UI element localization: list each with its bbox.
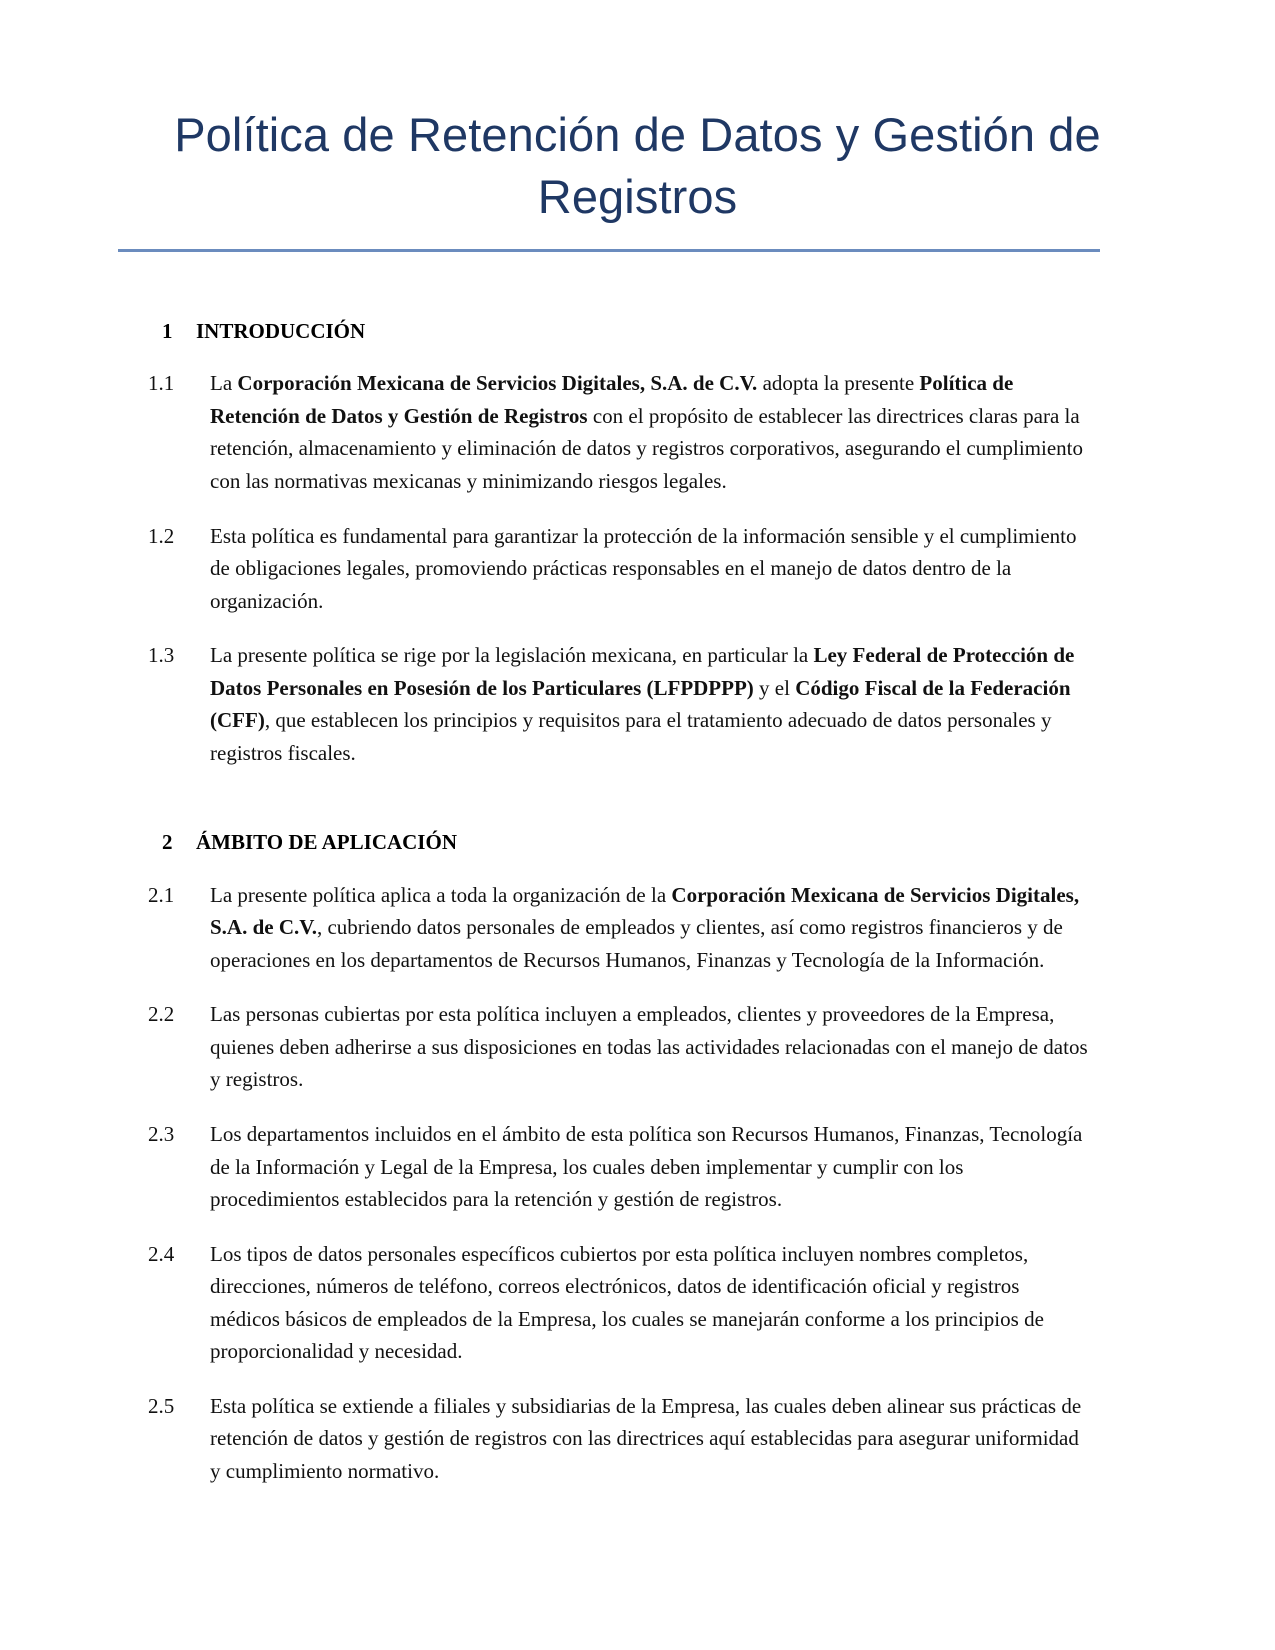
title-divider: [118, 249, 1100, 252]
section-heading: [148, 318, 1090, 345]
clause-text: [210, 1238, 1090, 1368]
clause-text-run: adopta la presente: [757, 371, 920, 396]
clause-text: [210, 879, 1090, 977]
clause-text-emphasis: Ley Federal de Protección de Datos Personales en Posesión de los Particulares (LFPDPPP): [210, 643, 1075, 700]
clause-text-run: Esta política se extiende a filiales y subsidiarias de la Empresa, las cuales deben alinear sus prácticas de retención de datos y gestión de registros con las directrices aquí establecidas para asegurar uniformidad y cumplimiento normativo.: [210, 1393, 1082, 1483]
clause-text-run: Los tipos de datos personales específicos cubiertos por esta política incluyen nombres completos, direcciones, números de teléfono, correos electrónicos, datos de identificación oficial y registros médicos básicos de empleados de la Empresa, los cuales se manejarán conforme a los principios de proporcionalidad y necesidad.: [210, 1241, 1044, 1364]
clause-text: [210, 1118, 1090, 1216]
clause-paragraph: [148, 1238, 1090, 1368]
clause-number: 2.2: [148, 1002, 175, 1027]
clause-text-run: con el propósito de establecer las directrices claras para la retención, almacenamiento y eliminación de datos y registros corporativos, asegurando el cumplimiento con las normativas mexicanas y minimizando riesgos legales.: [210, 403, 1083, 493]
clause-text-run: La presente política se rige por la legislación mexicana, en particular la: [210, 643, 814, 668]
clause-paragraph: [148, 998, 1090, 1096]
clause-text-run: , que establecen los principios y requisitos para el tratamiento adecuado de datos personales y registros fiscales.: [210, 708, 1052, 765]
clause-text-run: La presente política aplica a toda la organización de la: [210, 882, 672, 907]
document-body: [0, 318, 1275, 1487]
clause-text-run: Los departamentos incluidos en el ámbito de esta política son Recursos Humanos, Finanzas, Tecnología de la Información y Legal de la Empresa, los cuales deben implementar y cumplir con los procedimientos establecidos para la retención y gestión de registros.: [210, 1121, 1083, 1212]
clause-text-emphasis: Corporación Mexicana de Servicios Digitales, S.A. de C.V.: [210, 882, 1080, 940]
clause-number: 1.3: [148, 643, 175, 668]
clause-number: 2.3: [148, 1121, 175, 1146]
clause-number: 2.5: [148, 1393, 175, 1418]
clause-text: [210, 367, 1090, 497]
clause-text-run: y el: [753, 675, 796, 700]
clause-text: [210, 520, 1090, 618]
section-spacer: [148, 791, 1090, 829]
title-block: [0, 0, 1275, 252]
clause-text: [210, 1390, 1090, 1488]
section-title: INTRODUCCIÓN: [196, 319, 366, 344]
section-heading: [148, 829, 1090, 856]
clause-number: 2.4: [148, 1241, 175, 1266]
section-title: ÁMBITO DE APLICACIÓN: [196, 830, 457, 855]
sections-container: [148, 318, 1090, 1487]
clause-number: 1.2: [148, 523, 175, 548]
clause-text: [210, 998, 1090, 1096]
clause-text-emphasis: Código Fiscal de la Federación (CFF): [210, 675, 1071, 733]
clause-paragraph: [148, 520, 1090, 618]
section-number: 2: [162, 830, 173, 855]
clause-text-emphasis: Corporación Mexicana de Servicios Digitales, S.A. de C.V.: [237, 371, 758, 396]
clause-text-run: , cubriendo datos personales de empleados y clientes, así como registros financieros y de operaciones en los departamentos de Recursos Humanos, Finanzas y Tecnología de la Información.: [210, 915, 1063, 972]
clause-text-run: Esta política es fundamental para garantizar la protección de la información sensible y el cumplimiento de obligaciones legales, promoviendo prácticas responsables en el manejo de datos dentro de la organización.: [210, 523, 1077, 613]
clause-number: 2.1: [148, 882, 175, 907]
clause-paragraph: [148, 639, 1090, 769]
clause-text-run: Las personas cubiertas por esta política incluyen a empleados, clientes y proveedores de la Empresa, quienes deben adherirse a sus disposiciones en todas las actividades relacionadas con el manejo de datos y registros.: [210, 1002, 1088, 1092]
clause-paragraph: [148, 879, 1090, 977]
clause-paragraph: [148, 1390, 1090, 1488]
clause-text-emphasis: Política de Retención de Datos y Gestión de Registros: [210, 371, 1014, 428]
clause-text-run: La: [210, 371, 238, 396]
clause-number: 1.1: [148, 371, 175, 396]
section-number: 1: [162, 319, 173, 344]
page-title: Política de Retención de Datos y Gestión de Registros: [174, 108, 1101, 224]
clause-paragraph: [148, 367, 1090, 497]
clause-paragraph: [148, 1118, 1090, 1216]
clause-text: [210, 639, 1090, 769]
